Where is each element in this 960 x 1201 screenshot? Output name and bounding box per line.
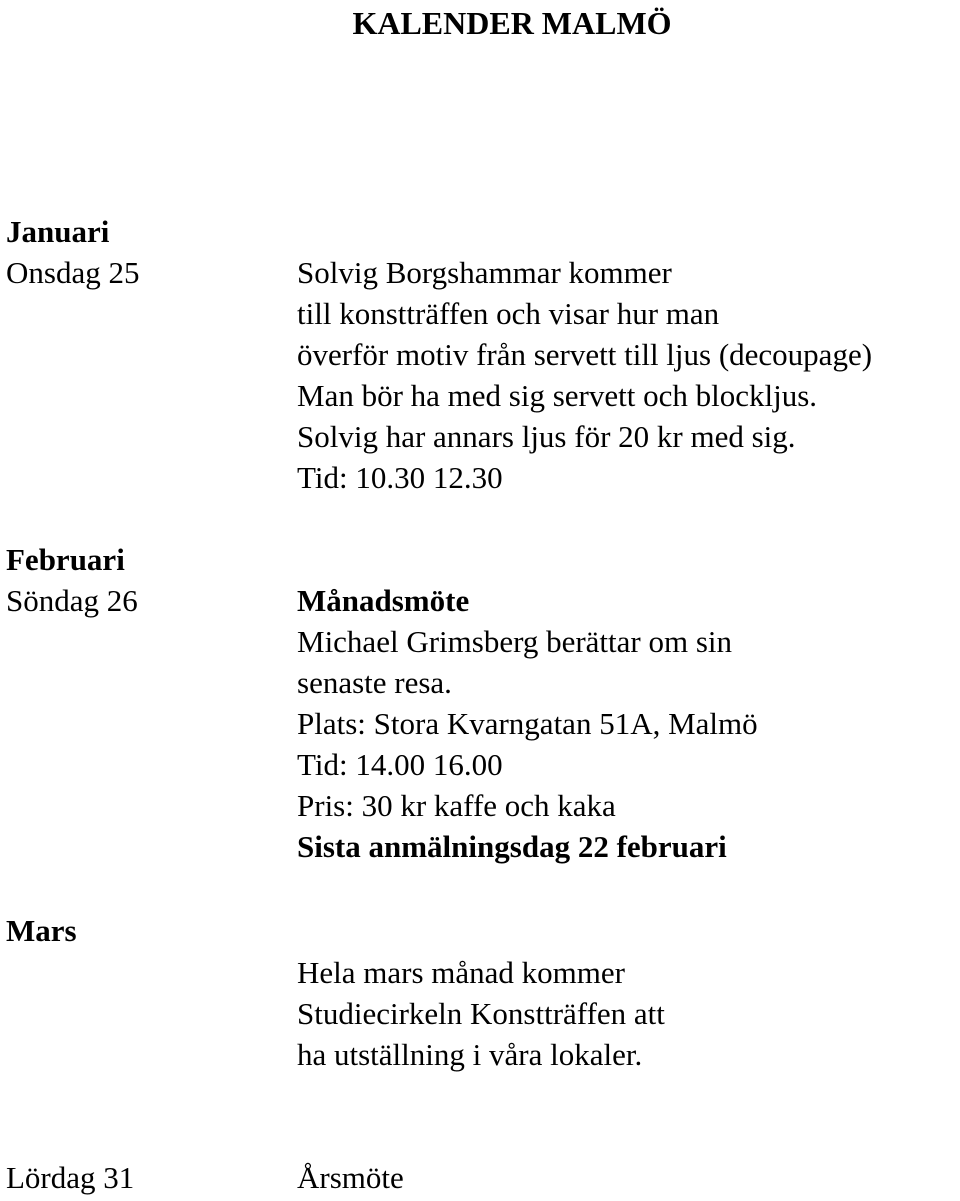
month-januari: Januari [6, 214, 110, 249]
event-line: överför motiv från servett till ljus (decoupage) [297, 337, 873, 372]
event-line: Pris: 30 kr kaffe och kaka [297, 788, 616, 823]
event-line: Hela mars månad kommer [297, 955, 625, 990]
month-februari: Februari [6, 542, 125, 577]
event-line: Solvig Borgshammar kommer [297, 255, 672, 290]
event-line: Man bör ha med sig servett och blockljus. [297, 378, 818, 413]
event-line: Plats: Stora Kvarngatan 51A, Malmö [297, 706, 758, 741]
day-februari: Söndag 26 [6, 583, 138, 618]
event-januari-text [297, 252, 872, 498]
deadline-text: Sista anmälningsdag 22 februari [297, 829, 727, 864]
event-mars-text [297, 952, 665, 1075]
event-line: ha utställning i våra lokaler. [297, 1037, 643, 1072]
page-title: KALENDER MALMÖ [352, 5, 672, 41]
event-line: Tid: 10.30 12.30 [297, 460, 503, 495]
event-arsmote: Årsmöte [297, 1160, 404, 1195]
event-line: Studiecirkeln Konstträffen att [297, 996, 665, 1031]
day-januari: Onsdag 25 [6, 255, 140, 290]
event-line: senaste resa. [297, 665, 452, 700]
event-line: Tid: 14.00 16.00 [297, 747, 503, 782]
event-line: Michael Grimsberg berättar om sin [297, 624, 733, 659]
event-februari-text [297, 580, 758, 867]
event-line: till konstträffen och visar hur man [297, 296, 720, 331]
month-mars: Mars [6, 913, 77, 948]
event-line: Solvig har annars ljus för 20 kr med sig. [297, 419, 796, 454]
event-heading: Månadsmöte [297, 583, 470, 618]
day-mars-arsmote: Lördag 31 [6, 1160, 135, 1195]
